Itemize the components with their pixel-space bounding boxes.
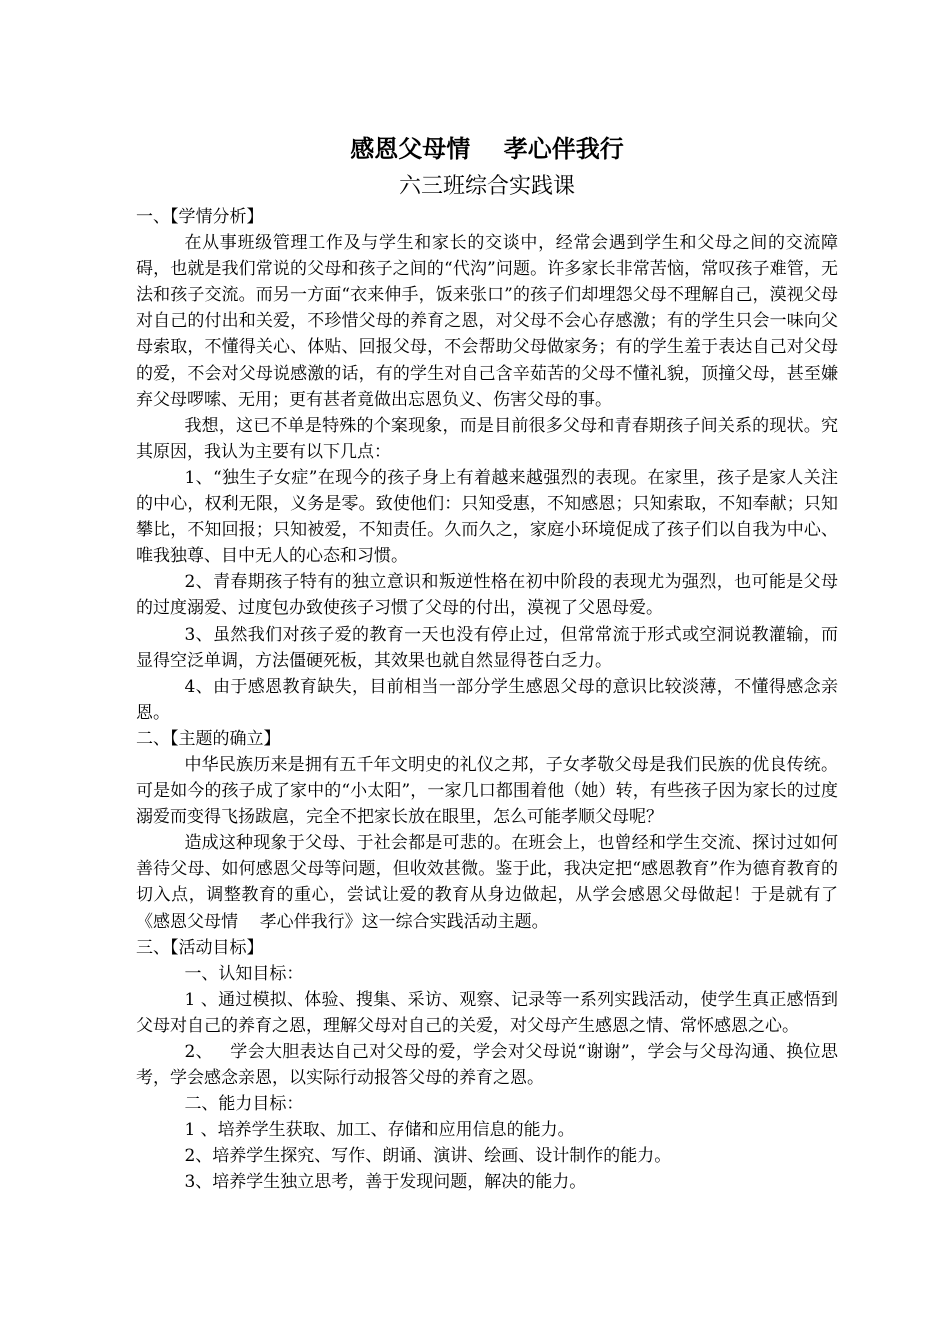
paragraph: 2、 学会大胆表达自己对父母的爱，学会对父母说“谢谢”，学会与父母沟通、换位思考，学会感念亲恩，以实际行动报答父母的养育之恩。 [136, 1042, 838, 1089]
paragraph: 1、“独生子女症”在现今的孩子身上有着越来越强烈的表现。在家里，孩子是家人关注的中心，权利无限，义务是零。致使他们：只知受惠，不知感恩；只知索取，不知奉献；只知攀比，不知回报；只知被爱，不知责任。久而久之，家庭小环境促成了孩子们以自我为中心、唯我独尊、目中无人的心态和习惯。 [136, 467, 838, 567]
paragraph: 在从事班级管理工作及与学生和家长的交谈中，经常会遇到学生和父母之间的交流障碍，也就是我们常说的父母和孩子之间的“代沟”问题。许多家长非常苦恼，常叹孩子难管，无法和孩子交流。而另一方面“衣来伸手，饭来张口”的孩子们却埋怨父母不理解自己，漠视父母对自己的付出和关爱，不珍惜父母的养育之恩，对父母不会心存感激；有的学生只会一味向父母索取，不懂得关心、体贴、回报父母，不会帮助父母做家务；有的学生羞于表达自己对父母的爱，不会对父母说感激的话，有的学生对自己含辛茹苦的父母不懂礼貌，顶撞父母，甚至嫌弃父母啰嗦、无用；更有甚者竟做出忘恩负义、伤害父母的事。 [136, 233, 838, 410]
paragraph: 4、由于感恩教育缺失，目前相当一部分学生感恩父母的意识比较淡薄，不懂得感念亲恩。 [136, 676, 838, 723]
paragraph: 2、青春期孩子特有的独立意识和叛逆性格在初中阶段的表现尤为强烈，也可能是父母的过度溺爱、过度包办致使孩子习惯了父母的付出，漠视了父恩母爱。 [136, 572, 838, 619]
list-item: 2、培养学生探究、写作、朗诵、演讲、绘画、设计制作的能力。 [184, 1146, 672, 1167]
section-heading-theme: 二、【主题的确立】 [136, 728, 281, 749]
document-subtitle: 六三班综合实践课 [398, 174, 575, 199]
list-item: 1 、培养学生获取、加工、存储和应用信息的能力。 [184, 1120, 575, 1141]
paragraph: 造成这种现象于父母、于社会都是可悲的。在班会上，也曾经和学生交流、探讨过如何善待父母、如何感恩父母等问题，但收效甚微。鉴于此，我决定把“感恩教育”作为德育教育的切入点，调整教育的重心，尝试让爱的教育从身边做起，从学会感恩父母做起！于是就有了《感恩父母情 孝心伴我行》这一综合实践活动主题。 [136, 833, 838, 932]
document-body [136, 128, 838, 1196]
list-item: 3、培养学生独立思考，善于发现问题，解决的能力。 [184, 1172, 587, 1193]
subheading-ability-goals: 二、能力目标： [184, 1094, 304, 1115]
paragraph: 1 、通过模拟、体验、搜集、采访、观察、记录等一系列实践活动，使学生真正感悟到父母对自己的养育之恩，理解父母对自己的关爱，对父母产生感恩之情、常怀感恩之心。 [136, 989, 838, 1036]
paragraph: 中华民族历来是拥有五千年文明史的礼仪之邦，子女孝敬父母是我们民族的优良传统。可是如今的孩子成了家中的“小太阳”，一家几口都围着他（她）转，有些孩子因为家长的过度溺爱而变得飞扬跋扈，完全不把家长放在眼里，怎么可能孝顺父母呢？ [136, 754, 838, 828]
paragraph: 我想，这已不单是特殊的个案现象，而是目前很多父母和青春期孩子间关系的现状。究其原因，我认为主要有以下几点： [136, 415, 838, 462]
subheading-cognitive-goals: 一、认知目标： [184, 963, 304, 984]
paragraph: 3、虽然我们对孩子爱的教育一天也没有停止过，但常常流于形式或空洞说教灌输，而显得空泛单调，方法僵硬死板，其效果也就自然显得苍白乏力。 [136, 624, 838, 671]
section-heading-analysis: 一、【学情分析】 [136, 207, 264, 227]
section-heading-goals: 三、【活动目标】 [136, 937, 264, 958]
document-title: 感恩父母情 孝心伴我行 [350, 134, 624, 163]
